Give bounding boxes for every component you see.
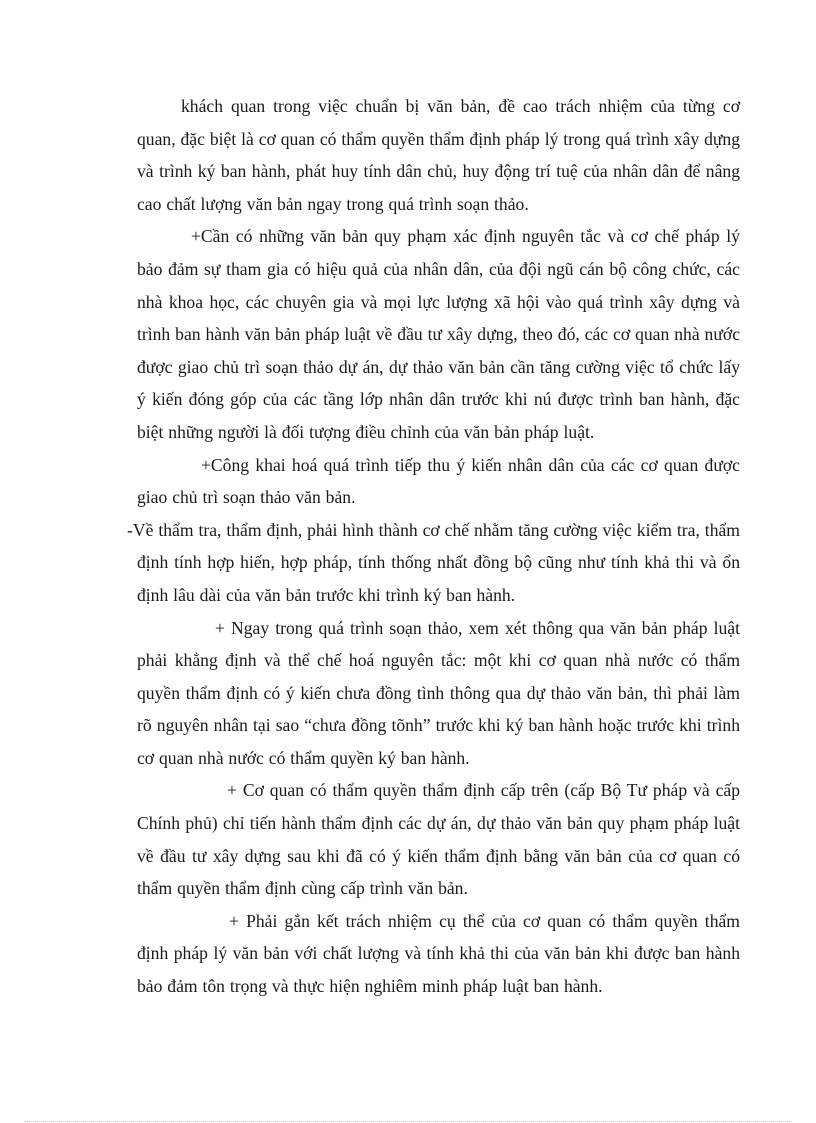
document-body — [127, 90, 740, 1003]
paragraph-6: + Cơ quan có thẩm quyền thẩm định cấp trên (cấp Bộ Tư pháp và cấp Chính phủ) chỉ tiến hành thẩm định các dự án, dự thảo văn bản quy phạm pháp luật về đầu tư xây dựng sau khi đã có ý kiến thẩm định bằng văn bản của cơ quan có thẩm quyền thẩm định cùng cấp trình văn bản. — [137, 780, 740, 899]
paragraph-3: +Công khai hoá quá trình tiếp thu ý kiến nhân dân của các cơ quan được giao chủ trì soạn thảo văn bản. — [137, 454, 740, 508]
paragraph-7: + Phải gắn kết trách nhiệm cụ thể của cơ quan có thẩm quyền thẩm định pháp lý văn bản với chất lượng và tính khả thi của văn bản khi được ban hành bảo đảm tôn trọng và thực hiện nghiêm minh pháp luật ban hành. — [137, 910, 740, 997]
page-bottom-divider — [24, 1121, 792, 1122]
paragraph-5: + Ngay trong quá trình soạn thảo, xem xét thông qua văn bản pháp luật phải khẳng định và thể chế hoá nguyên tắc: một khi cơ quan nhà nước có thẩm quyền thẩm định có ý kiến chưa đồng tình thông qua dự thảo văn bản, thì phải làm rõ nguyên nhân tại sao “chưa đồng tõnh” trước khi ký ban hành hoặc trước khi trình cơ quan nhà nước có thẩm quyền ký ban hành. — [137, 617, 740, 768]
paragraph-2: +Cần có những văn bản quy phạm xác định nguyên tắc và cơ chế pháp lý bảo đảm sự tham gia có hiệu quả của nhân dân, của đội ngũ cán bộ công chức, các nhà khoa học, các chuyên gia và mọi lực lượng xã hội vào quá trình xây dựng và trình ban hành văn bản pháp luật về đầu tư xây dựng, theo đó, các cơ quan nhà nước được giao chủ trì soạn thảo dự án, dự thảo văn bản cần tăng cường việc tổ chức lấy ý kiến đóng góp của các tầng lớp nhân dân trước khi nú được trình ban hành, đặc biệt những người là đối tượng điều chỉnh của văn bản pháp luật. — [137, 226, 740, 442]
paragraph-4: -Về thẩm tra, thẩm định, phải hình thành cơ chế nhằm tăng cường việc kiểm tra, thẩm định tính hợp hiến, hợp pháp, tính thống nhất đồng bộ cũng như tính khả thi và ổn định lâu dài của văn bản trước khi trình ký ban hành. — [127, 519, 740, 605]
paragraph-1: khách quan trong việc chuẩn bị văn bản, đề cao trách nhiệm của từng cơ quan, đặc biệt là cơ quan có thẩm quyền thẩm định pháp lý trong quá trình xây dựng và trình ký ban hành, phát huy tính dân chủ, huy động trí tuệ của nhân dân để nâng cao chất lượng văn bản ngay trong quá trình soạn thảo. — [137, 96, 740, 214]
